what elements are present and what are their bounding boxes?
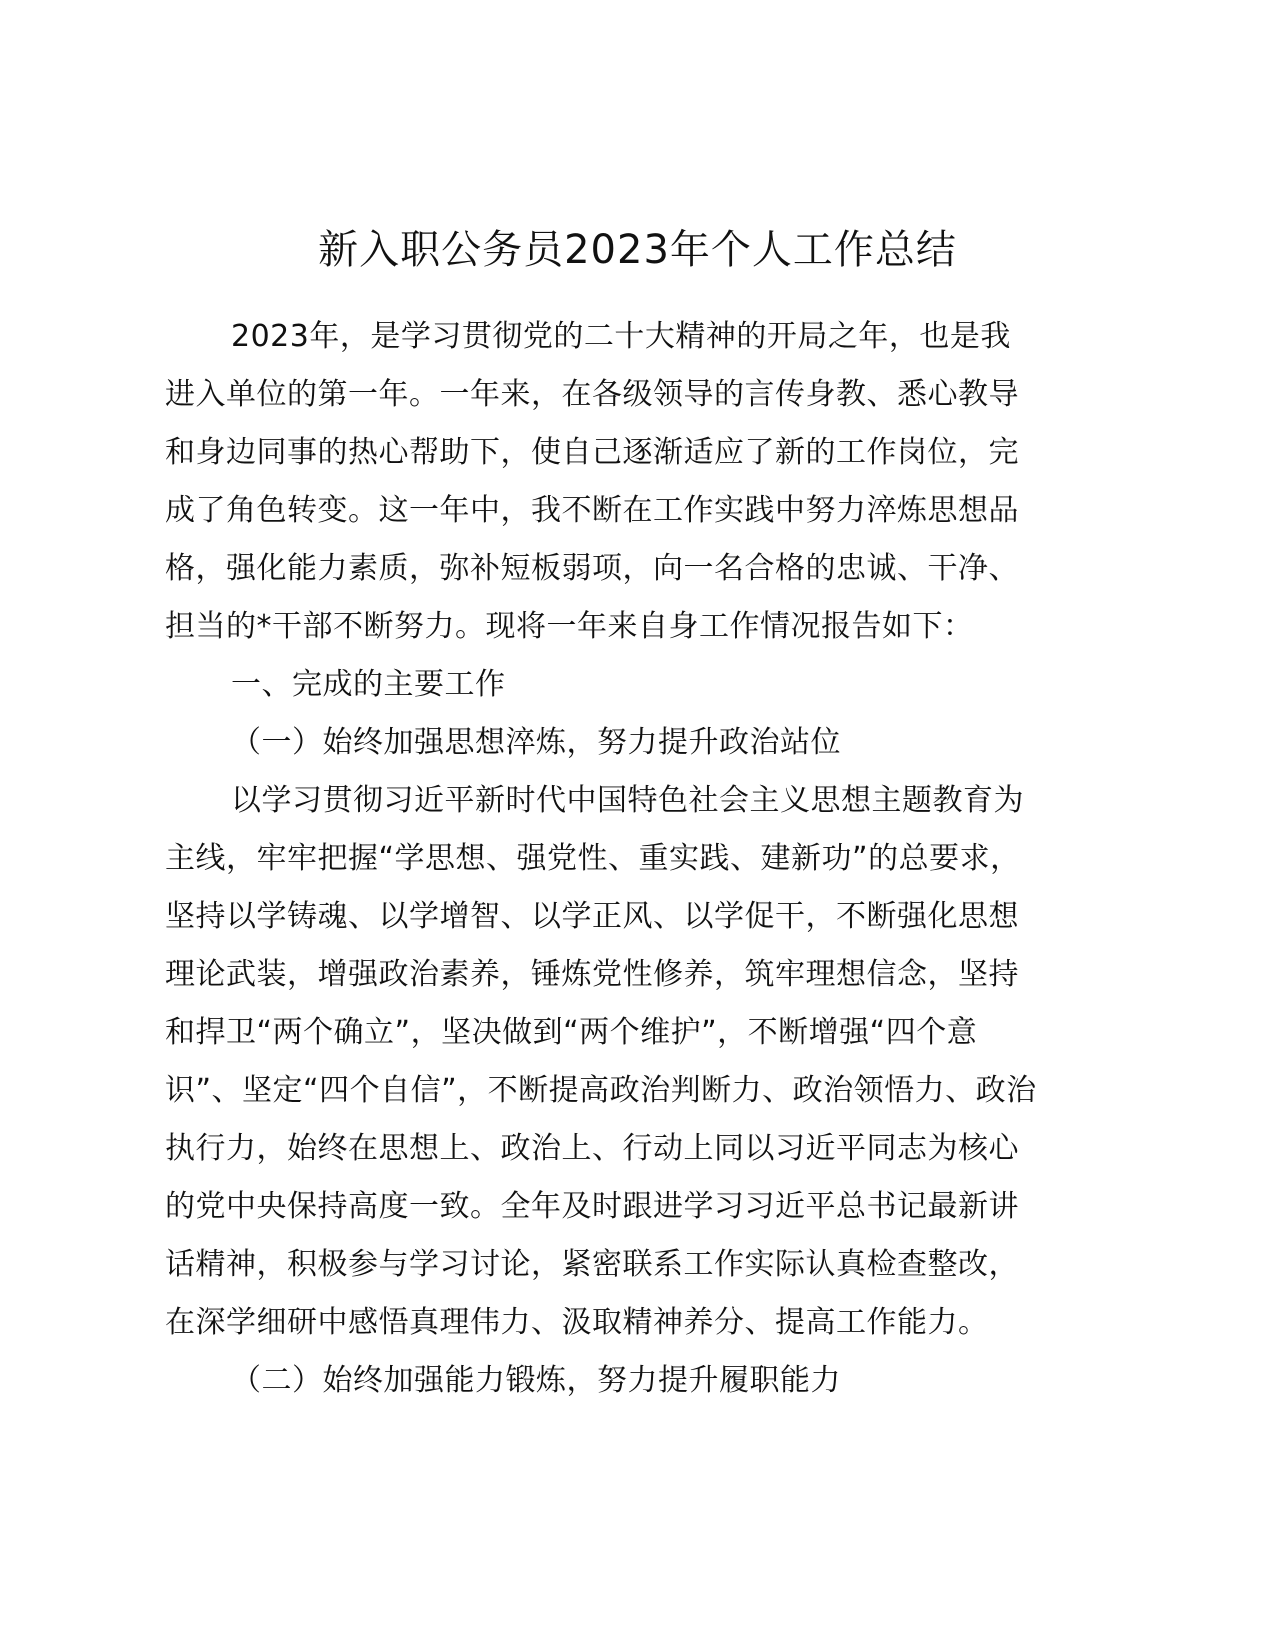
paragraph-line: 格，强化能力素质，弥补短板弱项，向一名合格的忠诚、干净、 [165,551,1019,586]
section-heading: 一、完成的主要工作 [231,667,506,702]
subsection-heading: （一）始终加强思想淬炼，努力提升政治站位 [231,725,841,760]
paragraph-line: 执行力，始终在思想上、政治上、行动上同以习近平同志为核心 [165,1131,1019,1166]
paragraph-line: 进入单位的第一年。一年来，在各级领导的言传身教、悉心教导 [165,377,1019,412]
paragraph-line: 在深学细研中感悟真理伟力、汲取精神养分、提高工作能力。 [165,1305,989,1340]
paragraph-line: 坚持以学铸魂、以学增智、以学正风、以学促干，不断强化思想 [165,899,1019,934]
document-body [165,308,1125,1410]
document-title: 新入职公务员2023年个人工作总结 [318,227,957,273]
paragraph-line: 和捍卫“两个确立”，坚决做到“两个维护”，不断增强“四个意 [165,1015,978,1050]
paragraph-line: 成了角色转变。这一年中，我不断在工作实践中努力淬炼思想品 [165,493,1019,528]
paragraph-line: 理论武装，增强政治素养，锤炼党性修养，筑牢理想信念，坚持 [165,957,1019,992]
paragraph-line: 主线，牢牢把握“学思想、强党性、重实践、建新功”的总要求， [165,841,1021,876]
paragraph-line: 担当的*干部不断努力。现将一年来自身工作情况报告如下： [165,609,974,644]
paragraph-line: 的党中央保持高度一致。全年及时跟进学习习近平总书记最新讲 [165,1189,1019,1224]
paragraph-line: 话精神，积极参与学习讨论，紧密联系工作实际认真检查整改， [165,1247,1019,1282]
paragraph-line: 识”、坚定“四个自信”，不断提高政治判断力、政治领悟力、政治 [165,1073,1037,1108]
subsection-heading: （二）始终加强能力锻炼，努力提升履职能力 [231,1363,841,1398]
paragraph-line: 和身边同事的热心帮助下，使自己逐渐适应了新的工作岗位，完 [165,435,1019,470]
paragraph-line: 2023年，是学习贯彻党的二十大精神的开局之年，也是我 [231,319,1011,354]
paragraph-line: 以学习贯彻习近平新时代中国特色社会主义思想主题教育为 [231,783,1024,818]
